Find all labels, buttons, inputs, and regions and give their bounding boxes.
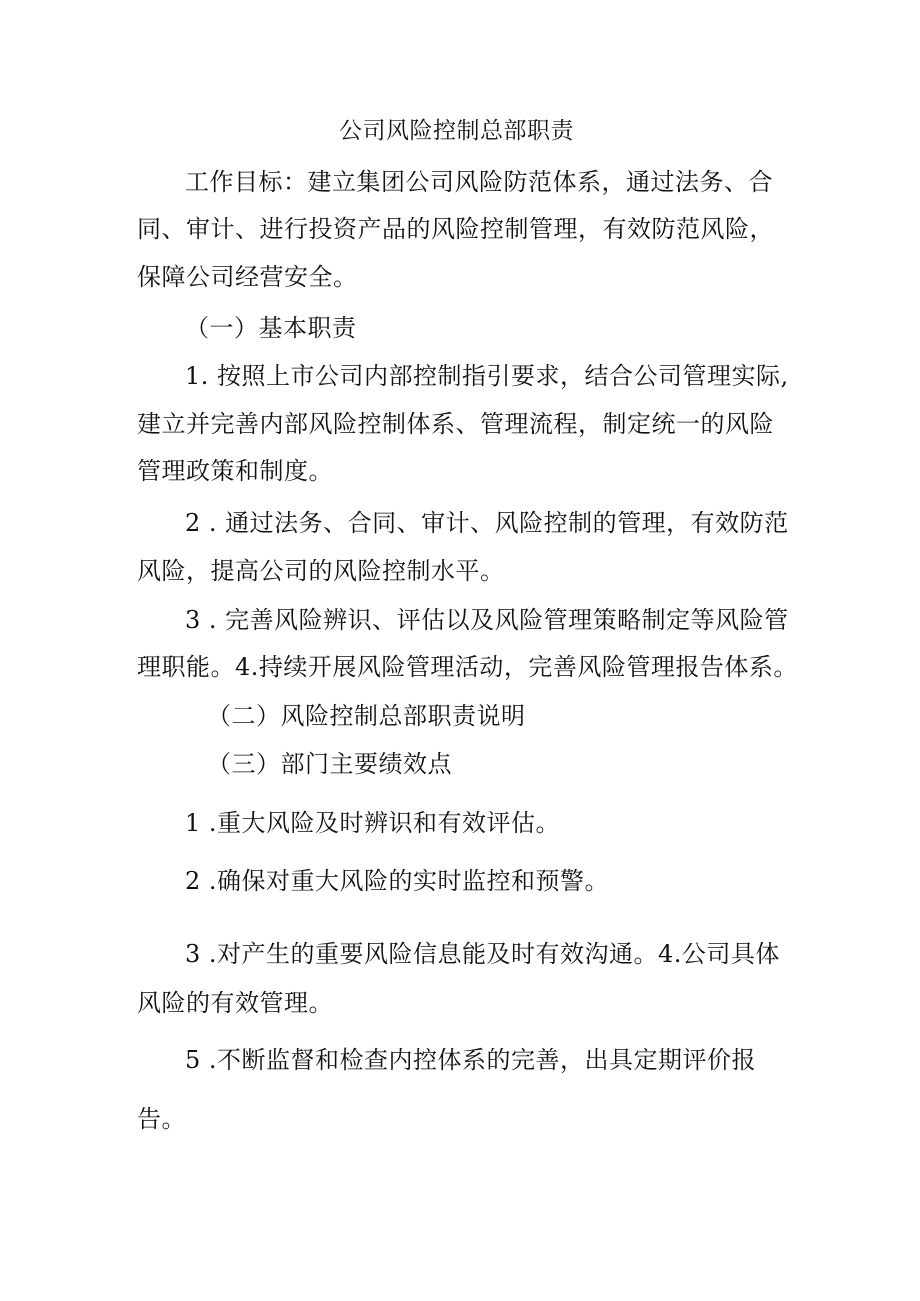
list-item: 2 .确保对重大风险的实时监控和预警。 — [185, 867, 610, 895]
paragraph-line: 1. 按照上市公司内部控制指引要求，结合公司管理实际, — [185, 362, 789, 390]
paragraph-line: 风险，提高公司的风险控制水平。 — [137, 557, 505, 585]
paragraph-line: 告。 — [137, 1105, 186, 1133]
paragraph-line: 保障公司经营安全。 — [137, 263, 358, 291]
list-item: 3 .对产生的重要风险信息能及时有效沟通。4.公司具体 — [185, 940, 780, 968]
document-title: 公司风险控制总部职责 — [339, 118, 574, 144]
paragraph-line: 工作目标：建立集团公司风险防范体系，通过法务、合 — [185, 168, 773, 196]
list-item: 5 .不断监督和检查内控体系的完善，出具定期评价报 — [185, 1046, 757, 1074]
section-heading: （三）部门主要绩效点 — [207, 750, 452, 778]
paragraph-line: 建立并完善内部风险控制体系、管理流程，制定统一的风险 — [137, 410, 774, 438]
paragraph-line: 3 . 完善风险辨识、评估以及风险管理策略制定等风险管 — [185, 606, 789, 634]
paragraph-line: 管理政策和制度。 — [137, 457, 333, 485]
paragraph-line: 理职能。4.持续开展风险管理活动，完善风险管理报告体系。 — [137, 653, 798, 681]
paragraph-line: 2 . 通过法务、合同、审计、风险控制的管理，有效防范 — [185, 509, 789, 537]
list-item: 1 .重大风险及时辨识和有效评估。 — [185, 809, 561, 837]
section-heading: （一）基本职责 — [185, 314, 357, 342]
paragraph-line: 同、审计、进行投资产品的风险控制管理，有效防范风险， — [137, 215, 774, 243]
section-heading: （二）风险控制总部职责说明 — [207, 702, 526, 730]
paragraph-line: 风险的有效管理。 — [137, 989, 333, 1017]
